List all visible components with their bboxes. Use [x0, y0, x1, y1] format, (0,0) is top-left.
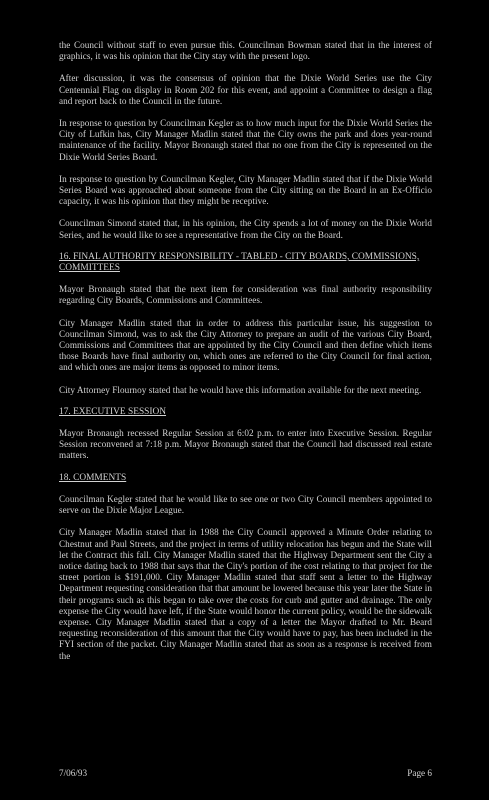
section-heading-16: 16. FINAL AUTHORITY RESPONSIBILITY - TABLED - CITY BOARDS, COMMISSIONS, COMMITTEES	[59, 251, 420, 274]
paragraph-ex-officio: In response to question by Councilman Kegler, City Manager Madlin stated that if the Dixie World Series Board was approached about someone from the City sitting on the Board in an Ex-Officio capacity, it was his opinion that they might be receptive.	[59, 173, 432, 207]
paragraph-executive-session: Mayor Bronaugh recessed Regular Session at 6:02 p.m. to enter into Executive Session. Regular Session reconvened at 7:18 p.m. Mayor Bronaugh stated that the Council had discussed real estate matters.	[59, 428, 432, 461]
paragraph-flag-consensus: After discussion, it was the consensus of opinion that the Dixie World Series use the City Centennial Flag on display in Room 202 for this event, and appoint a Committee to design a flag and report back to the Council in the future.	[59, 73, 432, 106]
paragraph-chestnut-paul: City Manager Madlin stated that in 1988 the City Council approved a Minute Order relating to Chestnut and Paul Streets, and the project in terms of utility relocation has begun and the State will let the Contract this fall. City Manager Madlin stated that the Highway Department sent the City a notice dating back to 1988 that says that the City's portion of the cost relating to that project for the street portion is $191,000. City Manager Madlin stated that staff sent a letter to the Highway Department requesting consideration that that amount be lowered because this year later the State in their programs such as this began to take over the costs for curb and gutter and drainage. The only expense the City would have left, if the State would honor the current policy, would be the sidewalk expense. City Manager Madlin stated that a copy of a letter the Mayor drafted to Mr. Beard requesting reconsideration of this amount that the City would have to pay, has been included in the FYI section of the packet. City Manager Madlin stated that as soon as a response is received from the	[59, 527, 432, 661]
paragraph-simond-representative: Councilman Simond stated that, in his opinion, the City spends a lot of money on the Dixie World Series, and he would like to see a representative from the City on the Board.	[59, 218, 432, 240]
section-heading-17: 17. EXECUTIVE SESSION	[59, 406, 167, 417]
footer-date: 7/06/93	[59, 768, 88, 778]
footer-page-number: Page 6	[407, 768, 432, 778]
paragraph-final-authority: Mayor Bronaugh stated that the next item for consideration was final authority responsibility regarding City Boards, Commissions and Committees.	[59, 284, 432, 306]
paragraph-attorney-info: City Attorney Flournoy stated that he would have this information available for the next meeting.	[59, 384, 422, 395]
paragraph-audit-suggestion: City Manager Madlin stated that in order to address this particular issue, his suggestion to Councilman Simond, was to ask the City Attorney to prepare an audit of the various City Board, Commissions and Committees that are appointed by the City Council and then define which items those Boards have final authority on, which ones are referred to the City Council for final action, and which ones are major items as opposed to minor items.	[59, 317, 432, 373]
paragraph-dixie-input: In response to question by Councilman Kegler as to how much input for the Dixie World Series the City of Lufkin has, City Manager Madlin stated that the City owns the park and does year-round maintenance of the facility. Mayor Bronaugh stated that no one from the City is represented on the Dixie World Series Board.	[59, 118, 432, 162]
section-heading-18: 18. COMMENTS	[59, 472, 127, 483]
paragraph-logo: the Council without staff to even pursue this. Councilman Bowman stated that in the interest of graphics, it was his opinion that the City stay with the present logo.	[59, 40, 432, 62]
paragraph-kegler-comment: Councilman Kegler stated that he would like to see one or two City Council members appointed to serve on the Dixie Major League.	[59, 493, 432, 516]
